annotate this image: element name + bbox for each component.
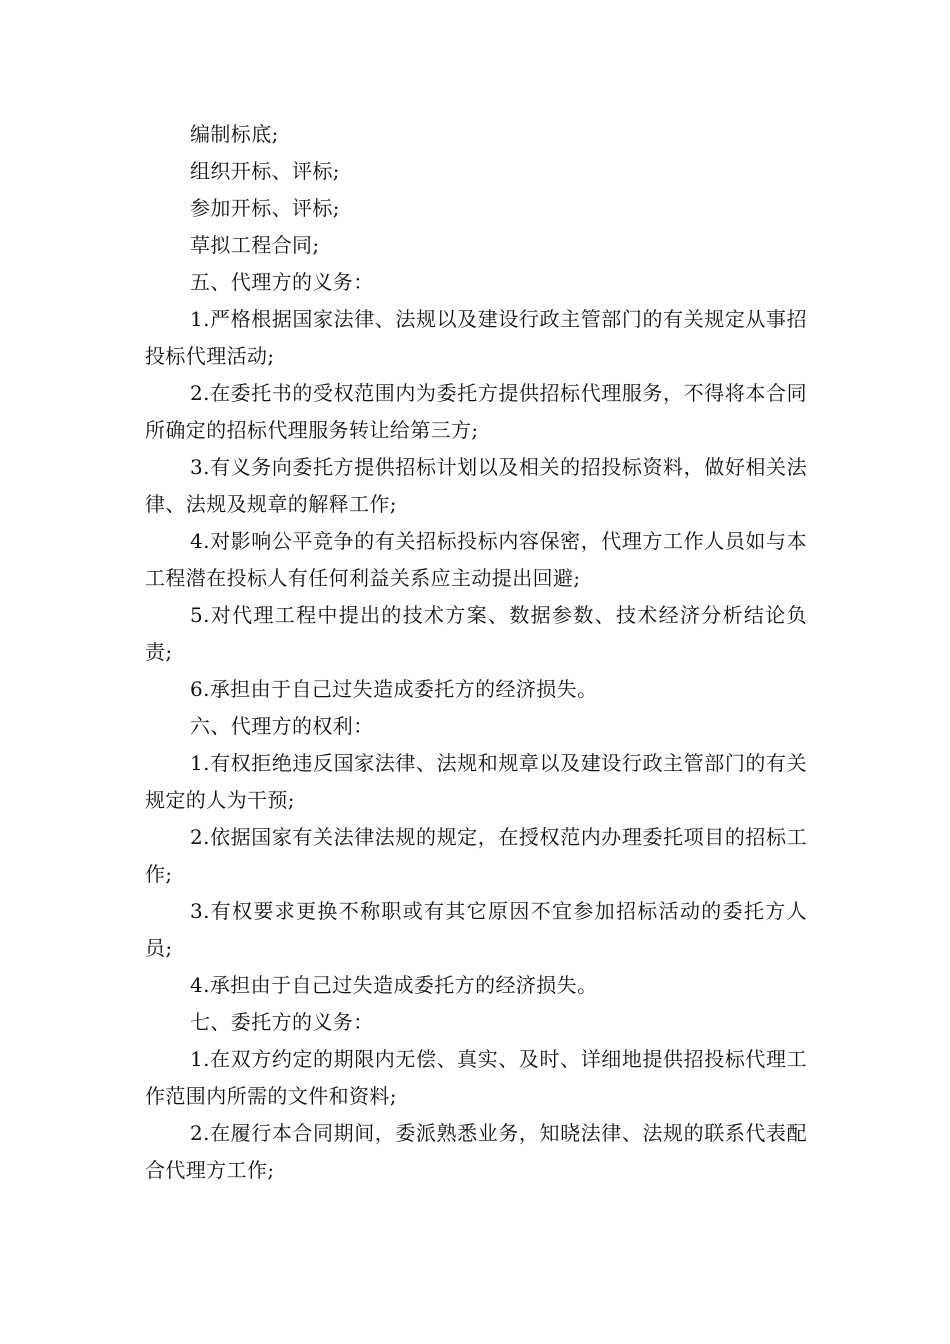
document-body <box>145 116 807 1189</box>
client-obligation-2: 2.在履行本合同期间，委派熟悉业务，知晓法律、法规的联系代表配合代理方工作; <box>145 1121 807 1182</box>
paragraph-prepare-base-price: 编制标底; <box>190 122 279 146</box>
agent-obligation-3: 3.有义务向委托方提供招标计划以及相关的招投标资料，做好相关法律、法规及规章的解释工作; <box>145 455 807 516</box>
agent-obligation-4: 4.对影响公平竞争的有关招标投标内容保密，代理方工作人员如与本工程潜在投标人有任何利益关系应主动提出回避; <box>145 529 807 590</box>
agent-right-3: 3.有权要求更换不称职或有其它原因不宜参加招标活动的委托方人员; <box>145 899 807 960</box>
section-heading-agent-rights: 六、代理方的权利： <box>190 714 374 738</box>
agent-right-2: 2.依据国家有关法律法规的规定，在授权范内办理委托项目的招标工作; <box>145 825 807 886</box>
client-obligation-1: 1.在双方约定的期限内无偿、真实、及时、详细地提供招投标代理工作范围内所需的文件和资料; <box>145 1047 807 1108</box>
paragraph-organize-bid-opening: 组织开标、评标; <box>190 159 340 183</box>
agent-right-1: 1.有权拒绝违反国家法律、法规和规章以及建设行政主管部门的有关规定的人为干预; <box>145 751 807 812</box>
section-heading-agent-obligations: 五、代理方的义务： <box>190 270 374 294</box>
paragraph-attend-bid-opening: 参加开标、评标; <box>190 196 340 220</box>
agent-right-4: 4.承担由于自己过失造成委托方的经济损失。 <box>190 973 598 997</box>
agent-obligation-6: 6.承担由于自己过失造成委托方的经济损失。 <box>190 677 598 701</box>
section-heading-client-obligations: 七、委托方的义务： <box>190 1010 374 1034</box>
agent-obligation-5: 5.对代理工程中提出的技术方案、数据参数、技术经济分析结论负责; <box>145 603 807 664</box>
agent-obligation-2: 2.在委托书的受权范围内为委托方提供招标代理服务，不得将本合同所确定的招标代理服务转让给第三方; <box>145 381 807 442</box>
agent-obligation-1: 1.严格根据国家法律、法规以及建设行政主管部门的有关规定从事招投标代理活动; <box>145 307 807 368</box>
paragraph-draft-contract: 草拟工程合同; <box>190 233 320 257</box>
